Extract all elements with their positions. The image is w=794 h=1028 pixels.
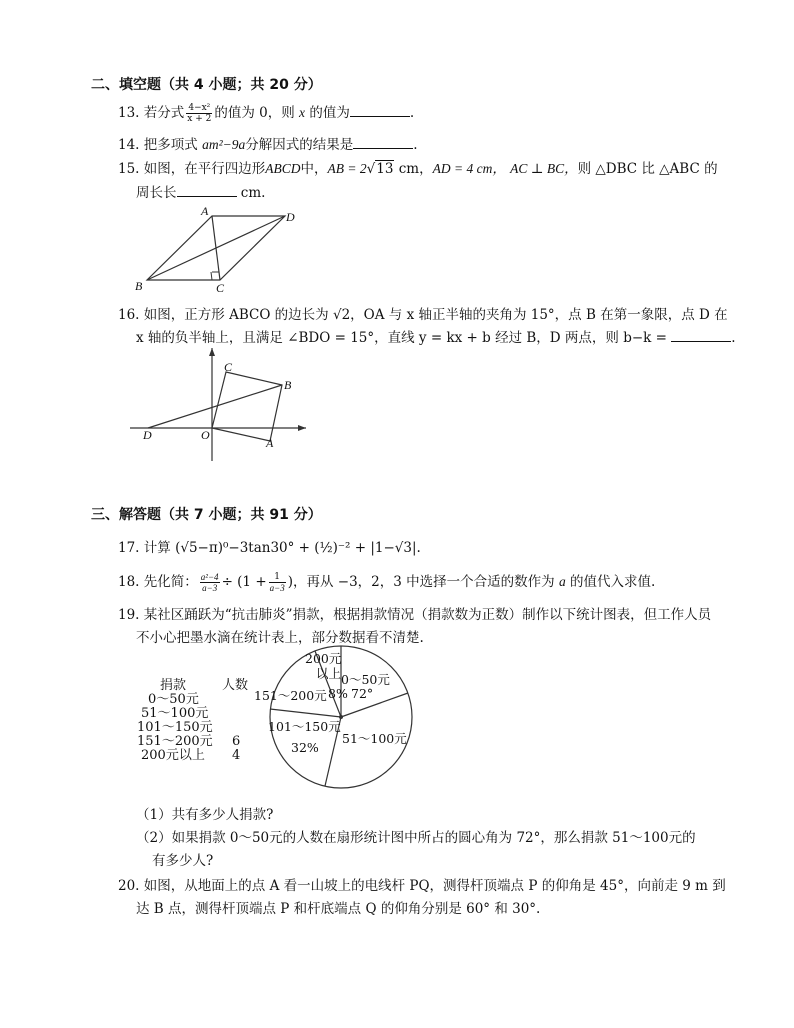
section-3-title: 三、解答题（共 7 小题；共 91 分）	[91, 507, 322, 523]
table-row-0-range: 0～50元	[148, 692, 199, 707]
label-C: C	[224, 360, 233, 374]
label-D: D	[286, 210, 295, 224]
table-header-people: 人数	[222, 678, 249, 693]
question-17: 17. 计算 (√5−π)⁰−3tan30° + (½)⁻² + |1−√3|.	[118, 540, 421, 556]
table-row-3-range: 151～200元	[137, 734, 213, 749]
question-number: 13.	[118, 105, 140, 121]
table-header-amount: 捐款	[160, 678, 187, 693]
table-row-2-range: 101～150元	[137, 720, 213, 735]
question-19: 19. 某社区踊跃为“抗击肺炎”捐款，根据捐款情况（捐款数为正数）制作以下统计图表，但工作人员	[118, 607, 712, 623]
question-20: 20. 如图，从地面上的点 A 看一山坡上的电线杆 PQ，测得杆顶端点 P 的仰角是 45°，向前走 9 m 到	[118, 878, 726, 894]
label-B: B	[135, 279, 143, 293]
question-14: 14. 把多项式 am²−9a分解因式的结果是 .	[118, 137, 418, 153]
table-row-1-range: 51～100元	[141, 706, 209, 721]
section-2-title: 二、填空题（共 4 小题；共 20 分）	[91, 77, 322, 93]
table-row-4-range: 200元以上	[141, 748, 205, 763]
table-row-3-count: 6	[232, 734, 241, 749]
question-19-line2: 不小心把墨水滴在统计表上，部分数据看不清楚.	[136, 630, 424, 646]
pie-label-32pct: 32%	[291, 740, 319, 755]
label-A: A	[266, 436, 274, 450]
label-D: D	[143, 428, 152, 442]
label-C: C	[216, 281, 225, 295]
fraction: $\frac{1}{a-3}$	[269, 572, 285, 593]
pie-label-0-50: 0～50元	[341, 672, 390, 687]
question-number: 20.	[118, 878, 140, 894]
pie-label-8pct: 8%	[328, 686, 348, 701]
question-19-sub2: （2）如果捐款 0～50元的人数在扇形统计图中所占的圆心角为 72°，那么捐款 51～100元的	[136, 830, 696, 846]
question-number: 16.	[118, 307, 140, 323]
pie-label-200-a: 200元	[305, 651, 342, 666]
pie-label-51-100: 51～100元	[342, 731, 407, 746]
label-B: B	[284, 378, 292, 392]
pie-label-151-200: 151～200元	[254, 688, 327, 703]
question-number: 17.	[118, 540, 140, 556]
question-15-line2: 周长长 cm.	[136, 185, 266, 201]
question-number: 19.	[118, 607, 140, 623]
question-18: 18. 先化简： $\frac{\text{a²−4}}{a-3}$ ÷ (1 + $\frac{1}{a-3}$ )，再从 −3，2，3 中选择一个合适的数作为 a 的值代入求值.	[118, 572, 656, 593]
pie-label-200-b: 以上	[316, 666, 342, 681]
question-20-line2: 达 B 点，测得杆顶端点 P 和杆底端点 Q 的仰角分别是 60° 和 30°.	[136, 901, 541, 917]
fraction: $\frac{\text{4−x²}}{x + 2}$	[187, 103, 212, 124]
question-16-line2: x 轴的负半轴上，且满足 ∠BDO = 15°，直线 y = kx + b 经过 B，D 两点，则 b−k = .	[136, 330, 736, 346]
pie-label-72deg: 72°	[351, 686, 374, 701]
question-number: 18.	[118, 574, 140, 590]
pie-label-101-150: 101～150元	[268, 719, 341, 734]
question-13: 13. 若分式 $\frac{\text{4−x²}}{x + 2}$ 的值为 0，则 x 的值为 .	[118, 103, 415, 124]
question-15: 15. 如图，在平行四边形ABCD中，AB = 2√13 cm，AD = 4 cm， AC ⊥ BC，则 △DBC 比 △ABC 的	[118, 161, 718, 177]
label-O: O	[201, 428, 210, 442]
question-19-sub2-line2: 有多少人?	[152, 853, 214, 869]
table-row-4-count: 4	[232, 748, 241, 763]
question-number: 15.	[118, 161, 140, 177]
question-16: 16. 如图，正方形 ABCO 的边长为 √2，OA 与 x 轴正半轴的夹角为 15°，点 B 在第一象限，点 D 在	[118, 307, 728, 323]
question-19-sub1: （1）共有多少人捐款?	[136, 807, 274, 823]
fraction: $\frac{\text{a²−4}}{a-3}$	[200, 572, 219, 593]
label-A: A	[201, 204, 209, 218]
question-number: 14.	[118, 137, 140, 153]
